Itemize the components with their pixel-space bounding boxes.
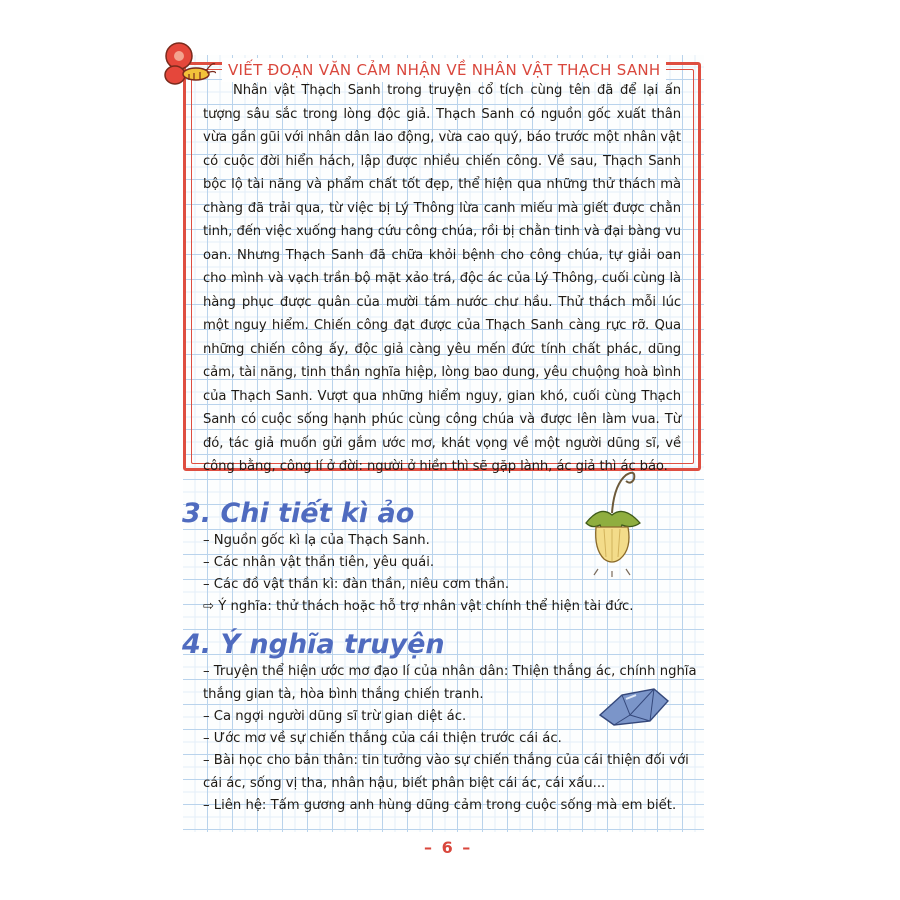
section-3-meaning: ⇨ Ý nghĩa: thử thách hoặc hỗ trợ nhân vật chính thể hiện tài đức. <box>203 599 634 614</box>
page-title: VIẾT ĐOẠN VĂN CẢM NHẬN VỀ NHÂN VẬT THẠCH SANH <box>222 58 666 82</box>
essay-paragraph: Nhân vật Thạch Sanh trong truyện cổ tích cùng tên đã để lại ấn tượng sâu sắc trong lòng độc giả. Thạch Sanh có nguồn gốc xuất thân vừa gần gũi với nhân dân lao động, vừa cao quý, báo trước một nhân vật có cuộc đời hiển hách, lập được nhiều chiến công. Về sau, Thạch Sanh bộc lộ tài năng và phẩm chất tốt đẹp, thể hiện qua những thử thách mà chàng đã trải qua, từ việc bị Lý Thông lừa canh miếu mà giết được chằn tinh, đến việc xuống hang cứu công chúa, rồi bị chằn tinh và đại bàng vu oan. Nhưng Thạch Sanh đã chữa khỏi bệnh cho công chúa, tự giải oan cho mình và vạch trần bộ mặt xảo trá, độc ác của Lý Thông, cuối cùng là hàng phục được quân của mười tám nước chư hầu. Thử thách mỗi lúc một nguy hiểm. Chiến công đạt được của Thạch Sanh càng rực rỡ. Qua những chiến công ấy, độc giả càng yêu mến đức tính chất phác, dũng cảm, tài năng, tinh thần nghĩa hiệp, lòng bao dung, yêu chuộng hoà bình của Thạch Sanh. Vượt qua những hiểm nguy, gian khó, cuối cùng Thạch Sanh có cuộc sống hạnh phúc cùng công chúa và được lên làm vua. Từ đó, tác giả muốn gửi gắm ước mơ, khát vọng về một người dũng sĩ, về công bằng, công lí ở đời: người ở hiền thì sẽ gặp lành, ác giả thì ác báo. <box>203 83 681 474</box>
section-4-item: – Truyện thể hiện ước mơ đạo lí của nhân dân: Thiện thắng ác, chính nghĩa thắng gian tà, hòa bình thắng chiến tranh. <box>203 664 697 702</box>
section-3-heading: 3. Chi tiết kì ảo <box>182 498 415 529</box>
section-3-item: – Nguồn gốc kì lạ của Thạch Sanh. <box>203 533 430 548</box>
section-4-item: – Bài học cho bản thân: tin tưởng vào sự chiến thắng của cái thiện đối với cái ác, sống vị tha, nhân hậu, biết phân biệt cái ác, cái xấu... <box>203 753 689 791</box>
crystal-illustration <box>596 685 672 727</box>
section-4-item: – Ước mơ về sự chiến thắng của cái thiện trước cái ác. <box>203 731 562 746</box>
flower-illustration <box>574 465 650 580</box>
page-number: – 6 – <box>424 838 473 857</box>
section-4-item: – Liên hệ: Tấm gương anh hùng dũng cảm trong cuộc sống mà em biết. <box>203 798 677 813</box>
section-3-item: – Các nhân vật thần tiên, yêu quái. <box>203 555 435 570</box>
section-4-heading: 4. Ý nghĩa truyện <box>182 629 445 660</box>
section-3-item: – Các đồ vật thần kì: đàn thần, niêu cơm thần. <box>203 577 510 592</box>
section-4-item: – Ca ngợi người dũng sĩ trừ gian diệt ác. <box>203 709 467 724</box>
